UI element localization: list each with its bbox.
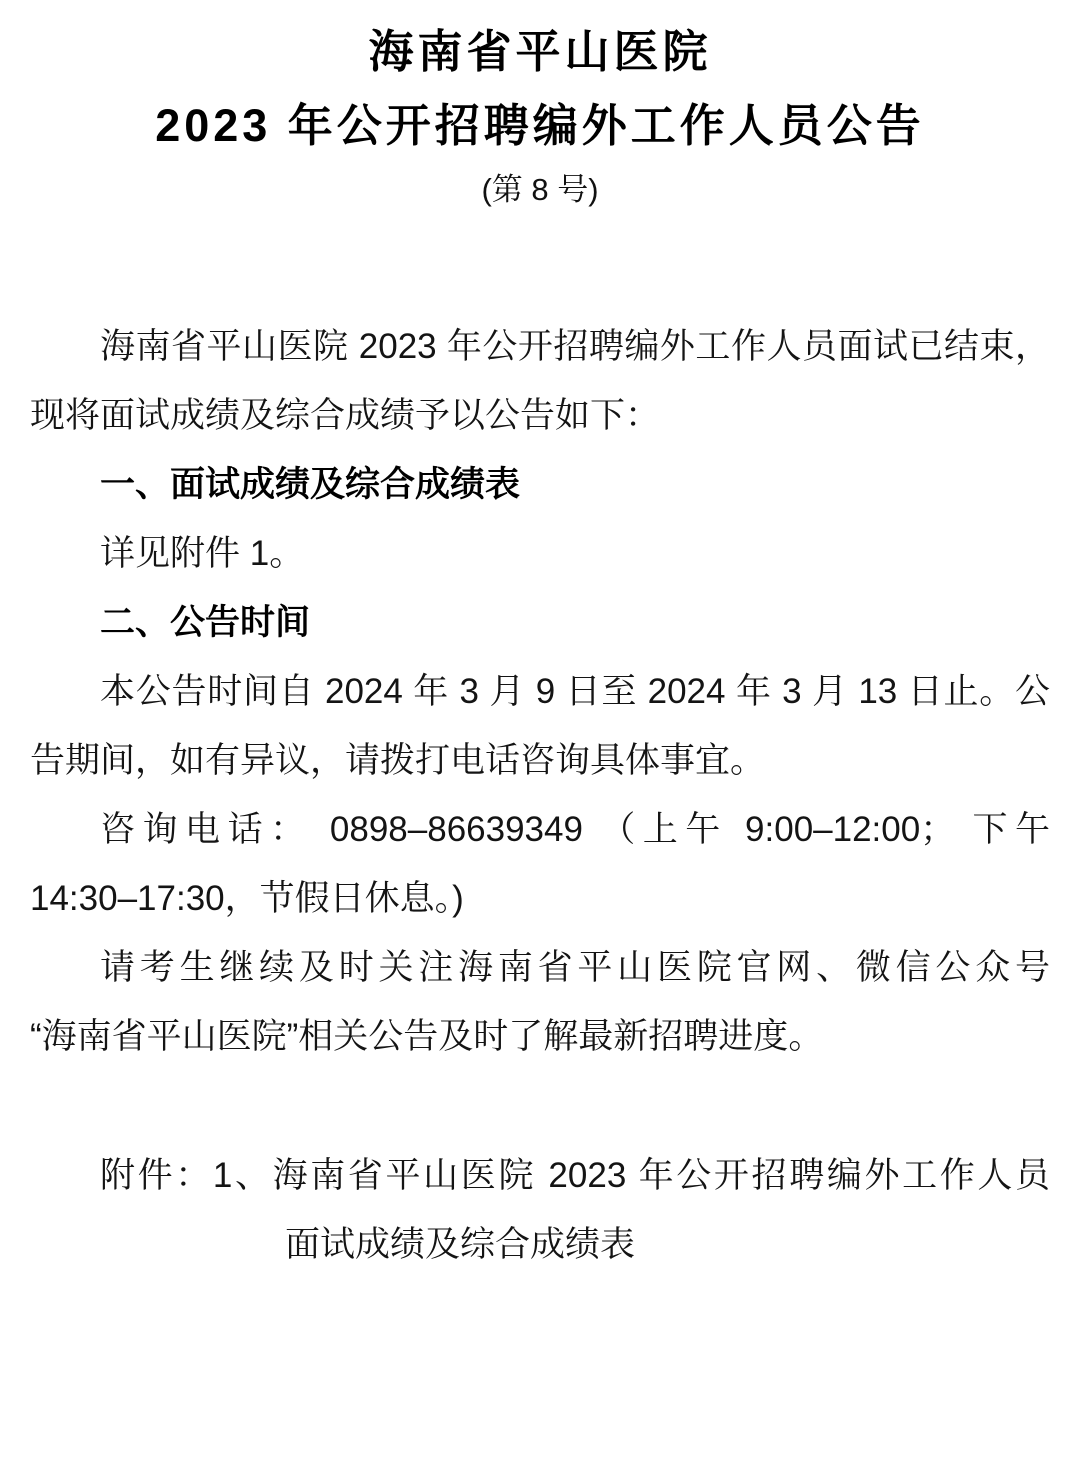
phone-info-line2: 14:30–17:30，节假日休息。) [30,879,464,918]
document-title-line2: 2023 年公开招聘编外工作人员公告 [155,100,925,151]
followup-notice-line1: 请考生继续及时关注海南省平山医院官网、微信公众号 [100,948,1050,987]
attachment-line2: 面试成绩及综合成绩表 [285,1225,636,1264]
phone-info-line1: 咨询电话： 0898–86639349 （上午 9:00–12:00； 下午 [100,810,1050,849]
intro-paragraph-line2: 现将面试成绩及综合成绩予以公告如下： [30,396,661,435]
section2-heading: 二、公告时间 [100,603,311,642]
document-body [30,312,1050,1279]
section1-body: 详见附件 1。 [100,534,305,573]
document-title-line1: 海南省平山医院 [368,26,712,77]
notice-period-line1: 本公告时间自 2024 年 3 月 9 日至 2024 年 3 月 13 日止。公 [100,672,1050,711]
section1-heading: 一、面试成绩及综合成绩表 [100,465,521,504]
followup-notice-line2: “海南省平山医院”相关公告及时了解最新招聘进度。 [30,1017,824,1056]
attachment-line1: 附件：1、海南省平山医院 2023 年公开招聘编外工作人员 [100,1156,1050,1195]
notice-period-line2: 告期间，如有异议，请拨打电话咨询具体事宜。 [30,741,766,780]
attachment-section [30,1141,1050,1279]
intro-paragraph-line1: 海南省平山医院 2023 年公开招聘编外工作人员面试已结束， [100,327,1050,366]
issue-number: (第 8 号) [481,172,599,207]
